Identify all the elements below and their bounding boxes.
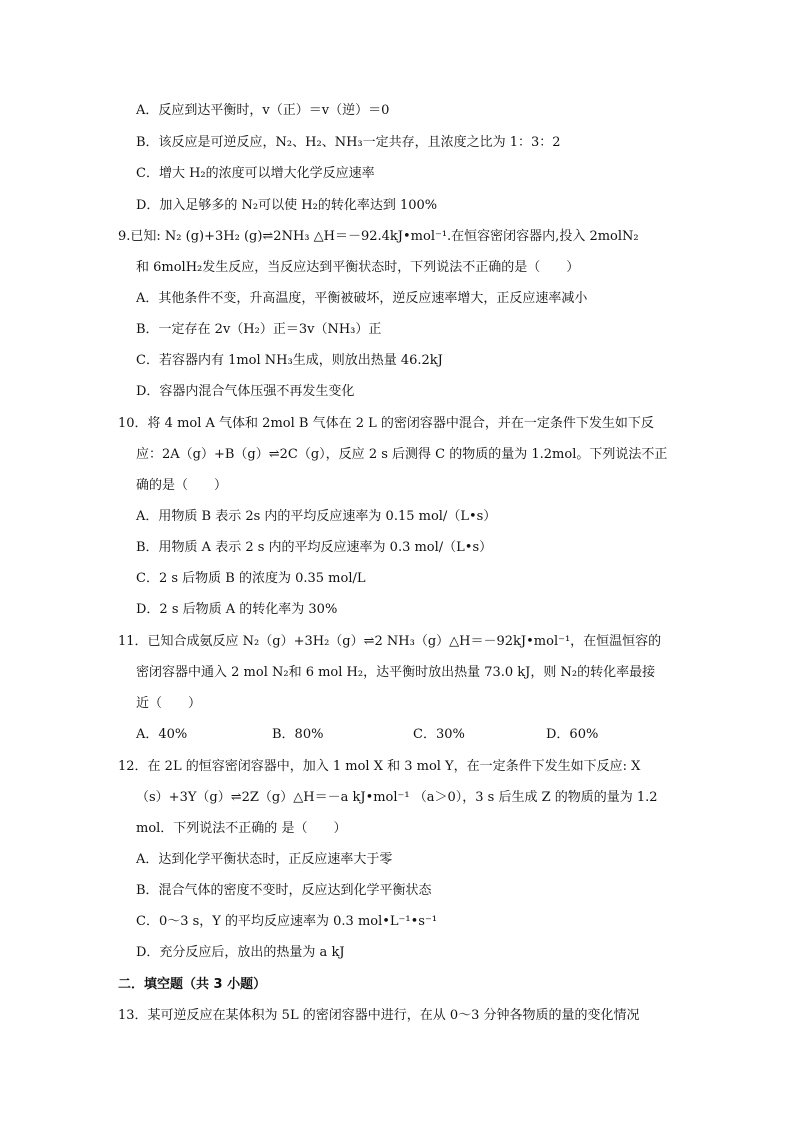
section-heading: 二．填空题（共 3 小题） <box>118 977 267 992</box>
q13-stem-line1: 13．某可逆反应在某体积为 5L 的密闭容器中进行，在从 0～3 分钟各物质的量的变化情况 <box>118 1008 640 1023</box>
q12-option-b: B．混合气体的密度不变时，反应达到化学平衡状态 <box>136 883 432 898</box>
q9-option-b: B．一定存在 2v（H₂）正＝3v（NH₃）正 <box>136 322 382 337</box>
q10-option-a: A．用物质 B 表示 2s 内的平均反应速率为 0.15 mol/（L•s） <box>136 509 497 524</box>
q12-stem-line2: （s）+3Y（g）⇌2Z（g）△H＝－a kJ•mol⁻¹ （a＞0），3 s 后生成 Z 的物质的量为 1.2 <box>136 790 658 805</box>
q10-stem-line2: 应：2A（g）+B（g）⇌2C（g），反应 2 s 后测得 C 的物质的量为 1.2mol。下列说法不正 <box>136 447 668 462</box>
q12-option-a: A．达到化学平衡状态时，正反应速率大于零 <box>136 852 393 867</box>
q9-option-d: D．容器内混合气体压强不再发生变化 <box>136 384 355 399</box>
q10-stem-line3: 确的是（ ） <box>136 478 228 493</box>
q8-option-b: B．该反应是可逆反应，N₂、H₂、NH₃一定共存，且浓度之比为 1：3：2 <box>136 135 561 150</box>
q11-option-d: D．60% <box>546 727 599 742</box>
q11-option-c: C．30% <box>413 727 465 742</box>
q12-option-d: D．充分反应后，放出的热量为 a kJ <box>136 945 345 960</box>
q9-stem-line1: 9.已知: N₂ (g)+3H₂ (g)⇌2NH₃ △H＝－92.4kJ•mol⁻¹.在恒容密闭容器内,投入 2molN₂ <box>118 229 639 244</box>
q10-option-d: D．2 s 后物质 A 的转化率为 30% <box>136 602 338 617</box>
q11-option-b: B．80% <box>272 727 324 742</box>
q11-option-a: A．40% <box>136 727 188 742</box>
q11-stem-line1: 11．已知合成氨反应 N₂（g）+3H₂（g）⇌2 NH₃（g）△H＝－92kJ•mol⁻¹，在恒温恒容的 <box>118 634 662 649</box>
q12-stem-line3: mol．下列说法不正确的 是（ ） <box>136 821 347 836</box>
q10-stem-line1: 10．将 4 mol A 气体和 2mol B 气体在 2 L 的密闭容器中混合，并在一定条件下发生如下反 <box>118 416 654 431</box>
q8-option-d: D．加入足够多的 N₂可以使 H₂的转化率达到 100% <box>136 198 438 213</box>
q9-stem-line2: 和 6molH₂发生反应，当反应达到平衡状态时，下列说法不正确的是（ ） <box>136 260 580 275</box>
q9-option-a: A．其他条件不变，升高温度，平衡被破坏，逆反应速率增大，正反应速率减小 <box>136 291 588 306</box>
q9-option-c: C．若容器内有 1mol NH₃生成，则放出热量 46.2kJ <box>136 353 443 368</box>
q10-option-b: B．用物质 A 表示 2 s 内的平均反应速率为 0.3 mol/（L•s） <box>136 540 493 555</box>
q12-option-c: C．0～3 s，Y 的平均反应速率为 0.3 mol•L⁻¹•s⁻¹ <box>136 914 438 929</box>
q12-stem-line1: 12．在 2L 的恒容密闭容器中，加入 1 mol X 和 3 mol Y，在一定条件下发生如下反应: X <box>118 759 641 774</box>
q10-option-c: C．2 s 后物质 B 的浓度为 0.35 mol/L <box>136 571 366 586</box>
q11-stem-line3: 近（ ） <box>136 696 202 711</box>
q8-option-a: A．反应到达平衡时，v（正）＝v（逆）＝0 <box>136 103 390 118</box>
q8-option-c: C．增大 H₂的浓度可以增大化学反应速率 <box>136 166 375 181</box>
q11-stem-line2: 密闭容器中通入 2 mol N₂和 6 mol H₂，达平衡时放出热量 73.0 kJ，则 N₂的转化率最接 <box>136 665 656 680</box>
